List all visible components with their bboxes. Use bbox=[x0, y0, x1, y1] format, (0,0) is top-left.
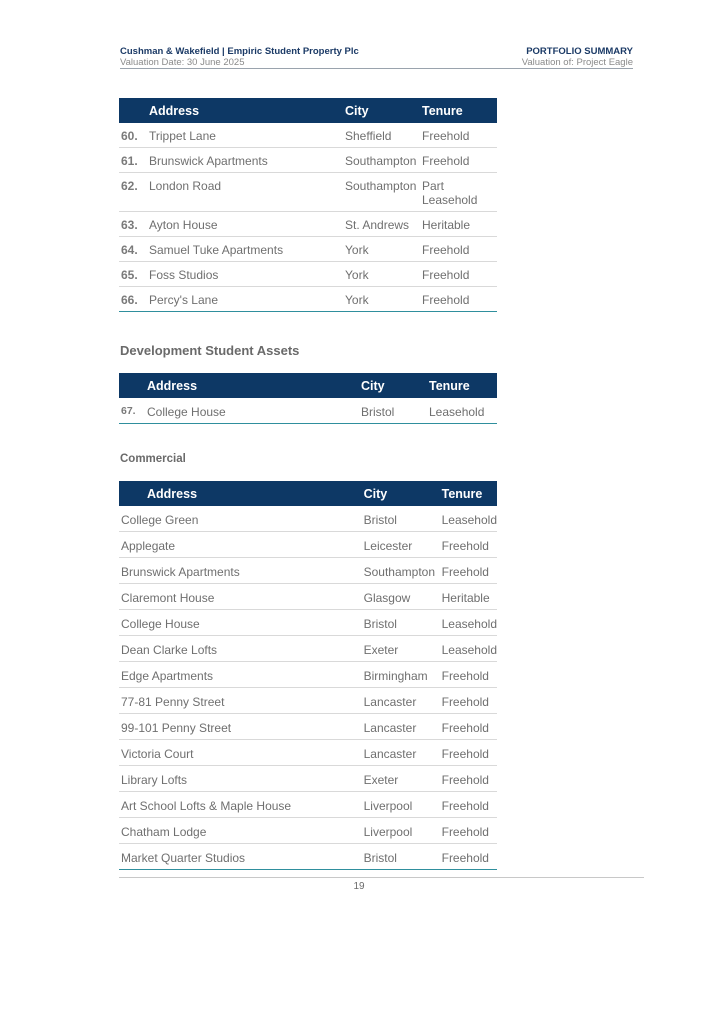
row-address: Claremont House bbox=[119, 584, 364, 610]
table-row bbox=[119, 532, 497, 558]
row-address: Dean Clarke Lofts bbox=[119, 636, 364, 662]
table-row bbox=[119, 262, 497, 287]
table-row bbox=[119, 237, 497, 262]
table-row bbox=[119, 610, 497, 636]
row-city: Liverpool bbox=[364, 792, 442, 818]
table-row bbox=[119, 844, 497, 870]
row-city: Southampton bbox=[345, 173, 422, 212]
table-row bbox=[119, 398, 497, 424]
table-row bbox=[119, 123, 497, 148]
header-divider bbox=[120, 68, 633, 69]
table-header-row bbox=[119, 481, 497, 506]
row-city: Birmingham bbox=[364, 662, 442, 688]
row-address: Trippet Lane bbox=[149, 123, 345, 148]
column-header-address: Address bbox=[147, 373, 361, 398]
row-city: Sheffield bbox=[345, 123, 422, 148]
column-header-tenure: Tenure bbox=[422, 98, 497, 123]
row-tenure: Leasehold bbox=[442, 506, 497, 532]
row-city: Exeter bbox=[364, 766, 442, 792]
row-tenure: Freehold bbox=[442, 818, 497, 844]
row-address: College Green bbox=[119, 506, 364, 532]
row-tenure: Freehold bbox=[442, 532, 497, 558]
header-spacer bbox=[119, 98, 149, 123]
row-city: York bbox=[345, 287, 422, 312]
column-header-address: Address bbox=[149, 98, 345, 123]
column-header-city: City bbox=[364, 481, 442, 506]
table-row bbox=[119, 287, 497, 312]
row-tenure-line2: Leasehold bbox=[422, 193, 478, 207]
row-city: Lancaster bbox=[364, 740, 442, 766]
development-section-title: Development Student Assets bbox=[120, 343, 300, 358]
table-row bbox=[119, 740, 497, 766]
row-tenure: Leasehold bbox=[442, 610, 497, 636]
row-tenure: Leasehold bbox=[429, 398, 497, 424]
row-city: Liverpool bbox=[364, 818, 442, 844]
row-address: College House bbox=[119, 610, 364, 636]
row-address: Samuel Tuke Apartments bbox=[149, 237, 345, 262]
row-city: St. Andrews bbox=[345, 212, 422, 237]
table-row bbox=[119, 212, 497, 237]
row-number: 61. bbox=[119, 148, 149, 173]
row-tenure bbox=[422, 173, 497, 212]
student-assets-table bbox=[119, 98, 497, 312]
row-address: Edge Apartments bbox=[119, 662, 364, 688]
row-address: Chatham Lodge bbox=[119, 818, 364, 844]
row-tenure: Freehold bbox=[442, 558, 497, 584]
column-header-address: Address bbox=[119, 481, 364, 506]
table-row bbox=[119, 636, 497, 662]
header-spacer bbox=[119, 373, 147, 398]
row-city: York bbox=[345, 262, 422, 287]
row-address: Victoria Court bbox=[119, 740, 364, 766]
row-tenure: Heritable bbox=[442, 584, 497, 610]
row-city: Bristol bbox=[364, 844, 442, 870]
row-address: Brunswick Apartments bbox=[149, 148, 345, 173]
row-tenure: Freehold bbox=[442, 766, 497, 792]
row-address: London Road bbox=[149, 173, 345, 212]
row-tenure: Freehold bbox=[422, 262, 497, 287]
table-row bbox=[119, 766, 497, 792]
row-address: Market Quarter Studios bbox=[119, 844, 364, 870]
header-valuation-of: Valuation of: Project Eagle bbox=[521, 57, 633, 68]
table-row bbox=[119, 173, 497, 212]
row-tenure: Freehold bbox=[422, 287, 497, 312]
row-city: Bristol bbox=[364, 610, 442, 636]
table-row bbox=[119, 662, 497, 688]
row-tenure: Freehold bbox=[442, 688, 497, 714]
row-address: Ayton House bbox=[149, 212, 345, 237]
table-header-row bbox=[119, 373, 497, 398]
row-number: 63. bbox=[119, 212, 149, 237]
column-header-city: City bbox=[361, 373, 429, 398]
column-header-city: City bbox=[345, 98, 422, 123]
row-number: 64. bbox=[119, 237, 149, 262]
table-row bbox=[119, 792, 497, 818]
row-city: Lancaster bbox=[364, 714, 442, 740]
row-number: 62. bbox=[119, 173, 149, 212]
header-company: Cushman & Wakefield | Empiric Student Property Plc bbox=[120, 46, 359, 57]
row-address: 77-81 Penny Street bbox=[119, 688, 364, 714]
row-city: Bristol bbox=[364, 506, 442, 532]
table-row bbox=[119, 558, 497, 584]
row-number: 60. bbox=[119, 123, 149, 148]
row-tenure: Freehold bbox=[422, 123, 497, 148]
row-address: Brunswick Apartments bbox=[119, 558, 364, 584]
row-city: Lancaster bbox=[364, 688, 442, 714]
row-address: College House bbox=[147, 398, 361, 424]
row-tenure: Leasehold bbox=[442, 636, 497, 662]
header-section: PORTFOLIO SUMMARY bbox=[526, 46, 633, 57]
header-valuation-date: Valuation Date: 30 June 2025 bbox=[120, 57, 245, 68]
row-tenure: Freehold bbox=[422, 148, 497, 173]
row-tenure: Freehold bbox=[442, 844, 497, 870]
table-row bbox=[119, 148, 497, 173]
row-tenure-line1: Part bbox=[422, 179, 445, 193]
footer-divider bbox=[119, 877, 644, 878]
table-header-row bbox=[119, 98, 497, 123]
row-address: Applegate bbox=[119, 532, 364, 558]
page-number: 19 bbox=[353, 881, 365, 892]
row-tenure: Freehold bbox=[442, 714, 497, 740]
row-tenure: Heritable bbox=[422, 212, 497, 237]
commercial-section-title: Commercial bbox=[120, 453, 186, 465]
table-row bbox=[119, 714, 497, 740]
row-city: Southampton bbox=[364, 558, 442, 584]
development-assets-table bbox=[119, 373, 497, 424]
row-city: Bristol bbox=[361, 398, 429, 424]
row-tenure: Freehold bbox=[422, 237, 497, 262]
row-city: Southampton bbox=[345, 148, 422, 173]
row-address: Foss Studios bbox=[149, 262, 345, 287]
table-row bbox=[119, 688, 497, 714]
table-row bbox=[119, 818, 497, 844]
column-header-tenure: Tenure bbox=[442, 481, 497, 506]
row-number: 65. bbox=[119, 262, 149, 287]
row-city: York bbox=[345, 237, 422, 262]
row-number: 67. bbox=[119, 398, 147, 424]
table-row bbox=[119, 584, 497, 610]
row-city: Leicester bbox=[364, 532, 442, 558]
row-tenure: Freehold bbox=[442, 792, 497, 818]
row-address: Library Lofts bbox=[119, 766, 364, 792]
row-address: 99-101 Penny Street bbox=[119, 714, 364, 740]
row-tenure: Freehold bbox=[442, 740, 497, 766]
column-header-tenure: Tenure bbox=[429, 373, 497, 398]
table-row bbox=[119, 506, 497, 532]
row-address: Percy's Lane bbox=[149, 287, 345, 312]
row-address: Art School Lofts & Maple House bbox=[119, 792, 364, 818]
row-city: Exeter bbox=[364, 636, 442, 662]
row-tenure: Freehold bbox=[442, 662, 497, 688]
row-city: Glasgow bbox=[364, 584, 442, 610]
row-number: 66. bbox=[119, 287, 149, 312]
commercial-table bbox=[119, 481, 497, 870]
